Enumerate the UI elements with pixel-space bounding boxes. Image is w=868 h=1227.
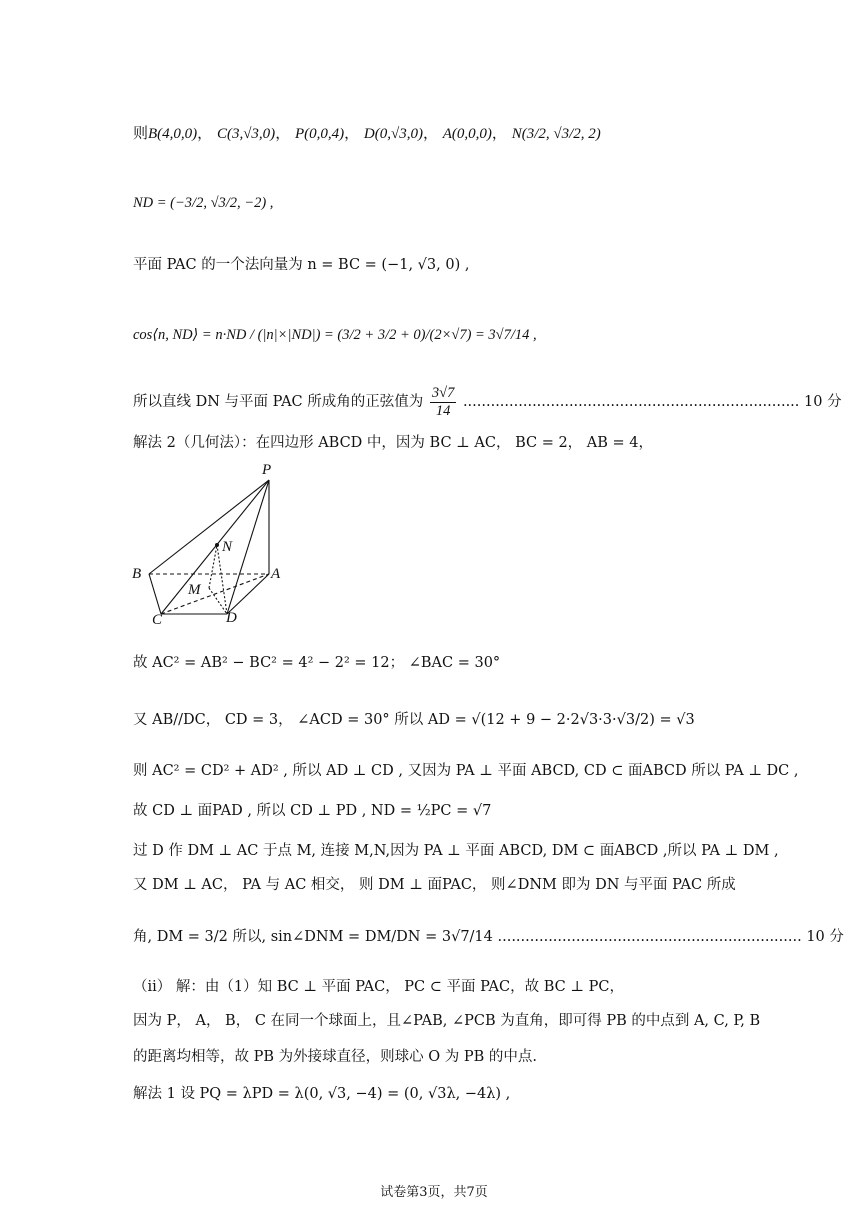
label-C: C [152, 612, 163, 628]
part-ii-line: （ii） 解：由（1）知 BC ⊥ 平面 PAC， PC ⊂ 平面 PAC，故 BC ⊥ PC， [133, 979, 624, 995]
coord-N: N(3/2, √3/2, 2) [511, 126, 601, 142]
label-N: N [222, 539, 233, 555]
method1-line: 解法 1 设 PQ = λPD = λ(0, √3, −4) = (0, √3λ, −4λ) , [133, 1086, 511, 1102]
coord-B: B(4,0,0) [148, 126, 198, 142]
ac-line: 故 AC² = AB² − BC² = 4² − 2² = 12； ∠BAC = 30° [133, 655, 501, 671]
label-P: P [262, 462, 272, 478]
coord-C: C(3,√3,0) [216, 126, 276, 142]
pyramid-figure [125, 462, 305, 632]
coord-P: P(0,0,4) [294, 126, 345, 142]
label-A: A [271, 566, 281, 582]
sine-answer-line [133, 385, 842, 419]
pyramid-diagram [125, 462, 305, 632]
sphere-line-1: 因为 P， A， B， C 在同一个球面上，且∠PAB, ∠PCB 为直角，即可得 PB 的中点到 A, C, P, B [133, 1013, 761, 1029]
label-D: D [226, 610, 237, 626]
sin-dnm-text: 角, DM = 3/2 所以, sin∠DNM = DM/DN = 3√7/14 [133, 929, 493, 945]
ad-line: 又 AB//DC， CD = 3， ∠ACD = 30° 所以 AD = √(12 + 9 − 2·2√3·3·√3/2) = √3 [133, 712, 695, 728]
perp-line-2: 故 CD ⊥ 面PAD , 所以 CD ⊥ PD , ND = ½PC = √7 [133, 803, 492, 819]
sphere-line-2: 的距离均相等，故 PB 为外接球直径，则球心 O 为 PB 的中点. [133, 1049, 537, 1065]
coord-D: D(0,√3,0) [363, 126, 423, 142]
sine-answer-text: 所以直线 DN 与平面 PAC 所成角的正弦值为 [133, 394, 424, 411]
method2-line: 解法 2（几何法）：在四边形 ABCD 中，因为 BC ⊥ AC， BC = 2， AB = 4， [133, 435, 654, 451]
coord-A: A(0,0,0) [442, 126, 492, 142]
score-label-2: 10 分 [806, 929, 844, 945]
sine-frac-den: 14 [435, 402, 451, 419]
dot-leader: ......................................................................... [462, 394, 800, 411]
sine-fraction [430, 385, 456, 419]
sine-frac-num: 3√7 [431, 385, 455, 401]
label-M: M [188, 582, 201, 598]
score-label: 10 分 [804, 394, 842, 411]
text-prefix: 则 [133, 124, 149, 142]
vector-ND-line: ND = (−3/2, √3/2, −2) , [133, 195, 274, 211]
cos-line: cos⟨n, ND⟩ = n·ND / (|n|×|ND|) = (3/2 + 3/2 + 0)/(2×√7) = 3√7/14 , [133, 327, 537, 343]
perp-line-1: 则 AC² = CD² + AD² , 所以 AD ⊥ CD , 又因为 PA ⊥ 平面 ABCD, CD ⊂ 面ABCD 所以 PA ⊥ DC , [133, 763, 799, 779]
sin-dnm-line [133, 930, 844, 945]
normal-vector-line: 平面 PAC 的一个法向量为 n = BC = (−1, √3, 0) , [133, 257, 470, 273]
dm-line-1: 过 D 作 DM ⊥ AC 于点 M, 连接 M,N,因为 PA ⊥ 平面 ABCD, DM ⊂ 面ABCD ,所以 PA ⊥ DM , [133, 843, 779, 859]
label-B: B [132, 566, 142, 582]
page-footer: 试卷第3页，共7页 [380, 1185, 488, 1200]
dm-line-2: 又 DM ⊥ AC， PA 与 AC 相交， 则 DM ⊥ 面PAC， 则∠DNM 即为 DN 与平面 PAC 所成 [133, 877, 736, 893]
dot-leader-2: .................................................................. [497, 929, 802, 945]
coords-line: 则B(4,0,0)， C(3,√3,0)， P(0,0,4)， D(0,√3,0)， A(0,0,0)， N(3/2, √3/2, 2) [133, 124, 601, 142]
